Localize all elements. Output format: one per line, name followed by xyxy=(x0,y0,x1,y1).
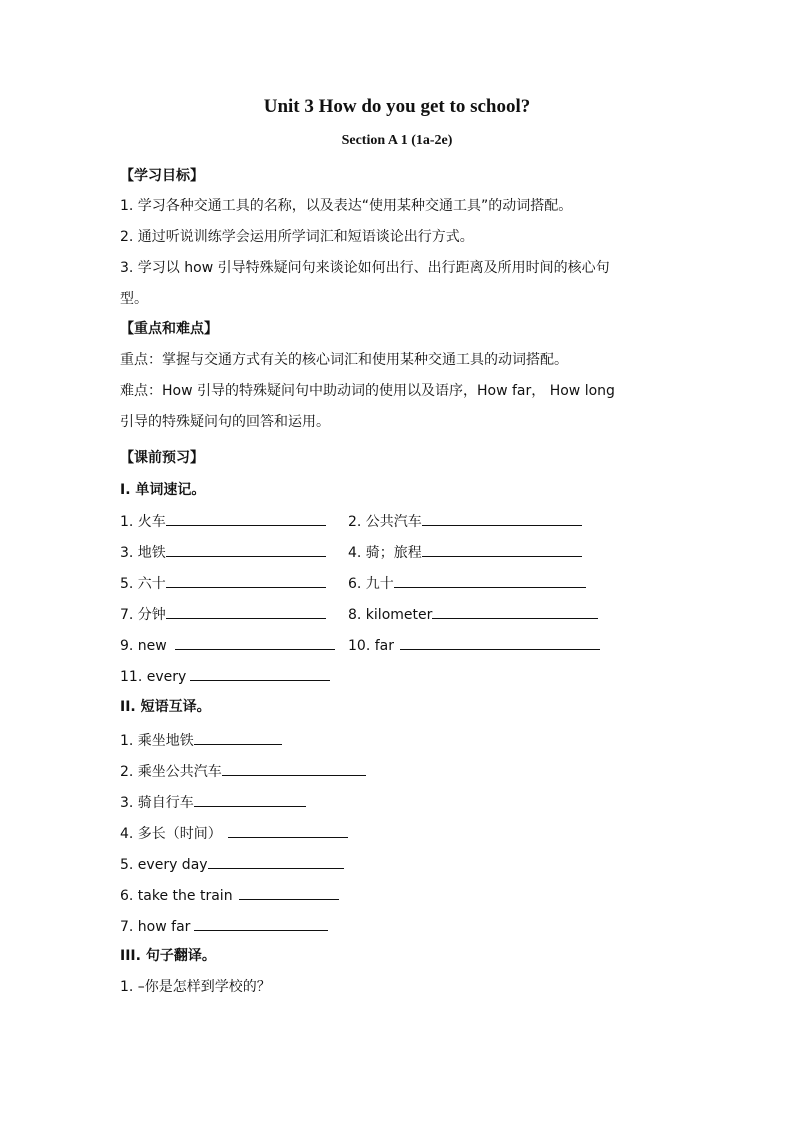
page-subtitle: Section A 1 (1a-2e) xyxy=(341,133,453,148)
answer-blank[interactable] xyxy=(175,635,335,650)
word-item: 6. 九十 xyxy=(348,573,586,594)
answer-blank[interactable] xyxy=(166,542,326,557)
phrase-item: 4. 多长（时间） xyxy=(120,823,348,844)
key-points-heading: 【重点和难点】 xyxy=(120,321,218,337)
answer-blank[interactable] xyxy=(422,542,582,557)
phrases-heading: II. 短语互译。 xyxy=(120,699,211,715)
answer-blank[interactable] xyxy=(166,573,326,588)
key-point-line: 引导的特殊疑问句的回答和运用。 xyxy=(120,414,330,430)
answer-blank[interactable] xyxy=(194,730,282,745)
answer-blank[interactable] xyxy=(166,511,326,526)
answer-blank[interactable] xyxy=(422,511,582,526)
answer-blank[interactable] xyxy=(222,761,366,776)
sentences-heading: III. 句子翻译。 xyxy=(120,948,216,964)
objective-item: 型。 xyxy=(120,291,148,307)
word-item: 4. 骑；旅程 xyxy=(348,542,582,563)
phrase-item: 1. 乘坐地铁 xyxy=(120,730,282,751)
objective-item: 1. 学习各种交通工具的名称，以及表达“使用某种交通工具”的动词搭配。 xyxy=(120,198,573,214)
preview-heading: 【课前预习】 xyxy=(120,450,204,466)
answer-blank[interactable] xyxy=(394,573,586,588)
phrase-item: 5. every day xyxy=(120,854,344,875)
word-item: 11. every xyxy=(120,666,330,687)
answer-blank[interactable] xyxy=(228,823,348,838)
answer-blank[interactable] xyxy=(194,792,306,807)
phrase-item: 3. 骑自行车 xyxy=(120,792,306,813)
answer-blank[interactable] xyxy=(432,604,598,619)
word-item: 8. kilometer xyxy=(348,604,598,625)
objectives-heading: 【学习目标】 xyxy=(120,168,204,184)
word-item: 2. 公共汽车 xyxy=(348,511,582,532)
answer-blank[interactable] xyxy=(400,635,600,650)
word-item: 10. far xyxy=(348,635,600,656)
answer-blank[interactable] xyxy=(194,916,328,931)
page-title: Unit 3 How do you get to school? xyxy=(263,96,531,117)
answer-blank[interactable] xyxy=(166,604,326,619)
objective-item: 3. 学习以 how 引导特殊疑问句来谈论如何出行、出行距离及所用时间的核心句 xyxy=(120,260,610,276)
key-point-line: 重点：掌握与交通方式有关的核心词汇和使用某种交通工具的动词搭配。 xyxy=(120,352,568,368)
sentence-item: 1. –你是怎样到学校的？ xyxy=(120,979,271,995)
phrase-item: 6. take the train xyxy=(120,885,339,906)
phrase-item: 7. how far xyxy=(120,916,328,937)
word-item: 1. 火车 xyxy=(120,511,326,532)
word-item: 5. 六十 xyxy=(120,573,326,594)
answer-blank[interactable] xyxy=(190,666,330,681)
objective-item: 2. 通过听说训练学会运用所学词汇和短语谈论出行方式。 xyxy=(120,229,474,245)
word-item: 9. new xyxy=(120,635,335,656)
key-point-line: 难点：How 引导的特殊疑问句中助动词的使用以及语序，How far， How long xyxy=(120,383,615,399)
answer-blank[interactable] xyxy=(239,885,339,900)
answer-blank[interactable] xyxy=(208,854,344,869)
word-item: 7. 分钟 xyxy=(120,604,326,625)
words-heading: I. 单词速记。 xyxy=(120,482,206,498)
word-item: 3. 地铁 xyxy=(120,542,326,563)
phrase-item: 2. 乘坐公共汽车 xyxy=(120,761,366,782)
